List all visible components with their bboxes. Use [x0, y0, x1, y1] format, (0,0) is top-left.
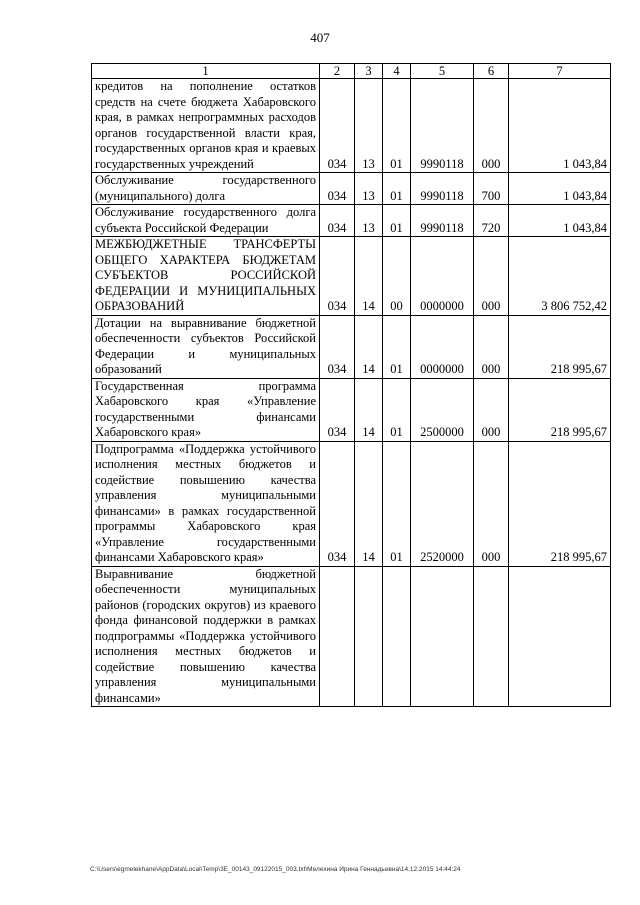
row-subsection-cell — [383, 566, 411, 707]
row-subsection-cell: 01 — [383, 315, 411, 378]
row-section-cell — [355, 566, 383, 707]
col-header-1: 1 — [92, 64, 320, 79]
row-name-cell: Обслуживание государственного долга субъекта Российской Федерации — [92, 205, 320, 237]
col-header-5: 5 — [411, 64, 474, 79]
row-section-cell: 13 — [355, 173, 383, 205]
row-expense-type-cell: 000 — [474, 378, 509, 441]
row-name-cell: Обслуживание государственного (муниципального) долга — [92, 173, 320, 205]
row-section-cell: 14 — [355, 237, 383, 316]
row-name-cell: МЕЖБЮДЖЕТНЫЕ ТРАНСФЕРТЫ ОБЩЕГО ХАРАКТЕРА БЮДЖЕТАМ СУБЪЕКТОВ РОССИЙСКОЙ ФЕДЕРАЦИИ И МУНИЦИПАЛЬНЫХ ОБРАЗОВАНИЙ — [92, 237, 320, 316]
header-row — [92, 64, 611, 79]
row-target-article-cell: 0000000 — [411, 237, 474, 316]
col-header-6: 6 — [474, 64, 509, 79]
row-expense-type-cell: 000 — [474, 237, 509, 316]
row-subsection-cell: 00 — [383, 237, 411, 316]
table-row — [92, 566, 611, 707]
row-grbs-cell: 034 — [320, 237, 355, 316]
table-row — [92, 441, 611, 566]
row-name-cell: кредитов на пополнение остатков средств на счете бюджета Хабаровского края, в рамках непрограммных расходов органов государственной власти края, государственных органов края и краевых государственных учреждений — [92, 79, 320, 173]
table-row — [92, 315, 611, 378]
budget-table — [91, 63, 611, 707]
row-name-cell: Дотации на выравнивание бюджетной обеспеченности субъектов Российской Федерации и муниципальных образований — [92, 315, 320, 378]
row-section-cell: 14 — [355, 441, 383, 566]
row-name-cell: Подпрограмма «Поддержка устойчивого исполнения местных бюджетов и содействие повышению качества управления муниципальными финансами» в рамках государственной программы Хабаровского края «Управление государственными финансами Хабаровского края» — [92, 441, 320, 566]
row-section-cell: 14 — [355, 378, 383, 441]
row-sum-cell: 1 043,84 — [509, 205, 611, 237]
row-grbs-cell: 034 — [320, 205, 355, 237]
col-header-7: 7 — [509, 64, 611, 79]
col-header-4: 4 — [383, 64, 411, 79]
row-target-article-cell: 9990118 — [411, 79, 474, 173]
row-sum-cell — [509, 566, 611, 707]
file-path-footer: C:\Users\egmelekhane\AppData\Local\Temp\3E_00143_09122015_003.txt\Мелехина Ирина Геннадьевна\14.12.2015 14:44:24 — [90, 866, 461, 873]
row-expense-type-cell: 700 — [474, 173, 509, 205]
row-target-article-cell: 2500000 — [411, 378, 474, 441]
row-section-cell: 14 — [355, 315, 383, 378]
row-target-article-cell: 9990118 — [411, 173, 474, 205]
table-row — [92, 205, 611, 237]
page-number: 407 — [310, 30, 330, 45]
row-grbs-cell: 034 — [320, 378, 355, 441]
col-header-3: 3 — [355, 64, 383, 79]
table-row — [92, 173, 611, 205]
row-grbs-cell: 034 — [320, 441, 355, 566]
col-header-2: 2 — [320, 64, 355, 79]
row-sum-cell: 218 995,67 — [509, 378, 611, 441]
row-subsection-cell: 01 — [383, 205, 411, 237]
table-row — [92, 79, 611, 173]
row-grbs-cell: 034 — [320, 79, 355, 173]
row-sum-cell: 218 995,67 — [509, 315, 611, 378]
row-sum-cell: 1 043,84 — [509, 79, 611, 173]
row-name-cell: Государственная программа Хабаровского края «Управление государственными финансами Хабаровского края» — [92, 378, 320, 441]
row-sum-cell: 3 806 752,42 — [509, 237, 611, 316]
row-section-cell: 13 — [355, 79, 383, 173]
row-sum-cell: 1 043,84 — [509, 173, 611, 205]
row-subsection-cell: 01 — [383, 441, 411, 566]
table-row — [92, 378, 611, 441]
row-target-article-cell: 9990118 — [411, 205, 474, 237]
row-expense-type-cell: 720 — [474, 205, 509, 237]
table-row — [92, 237, 611, 316]
row-target-article-cell: 0000000 — [411, 315, 474, 378]
row-expense-type-cell: 000 — [474, 79, 509, 173]
row-expense-type-cell — [474, 566, 509, 707]
row-target-article-cell: 2520000 — [411, 441, 474, 566]
row-expense-type-cell: 000 — [474, 315, 509, 378]
row-subsection-cell: 01 — [383, 173, 411, 205]
row-grbs-cell: 034 — [320, 315, 355, 378]
row-grbs-cell — [320, 566, 355, 707]
row-name-cell: Выравнивание бюджетной обеспеченности муниципальных районов (городских округов) из краевого фонда финансовой поддержки в рамках подпрограммы «Поддержка устойчивого исполнения местных бюджетов и содействие повышению качества управления муниципальными финансами» — [92, 566, 320, 707]
row-section-cell: 13 — [355, 205, 383, 237]
row-expense-type-cell: 000 — [474, 441, 509, 566]
row-target-article-cell — [411, 566, 474, 707]
row-subsection-cell: 01 — [383, 79, 411, 173]
row-subsection-cell: 01 — [383, 378, 411, 441]
row-sum-cell: 218 995,67 — [509, 441, 611, 566]
row-grbs-cell: 034 — [320, 173, 355, 205]
